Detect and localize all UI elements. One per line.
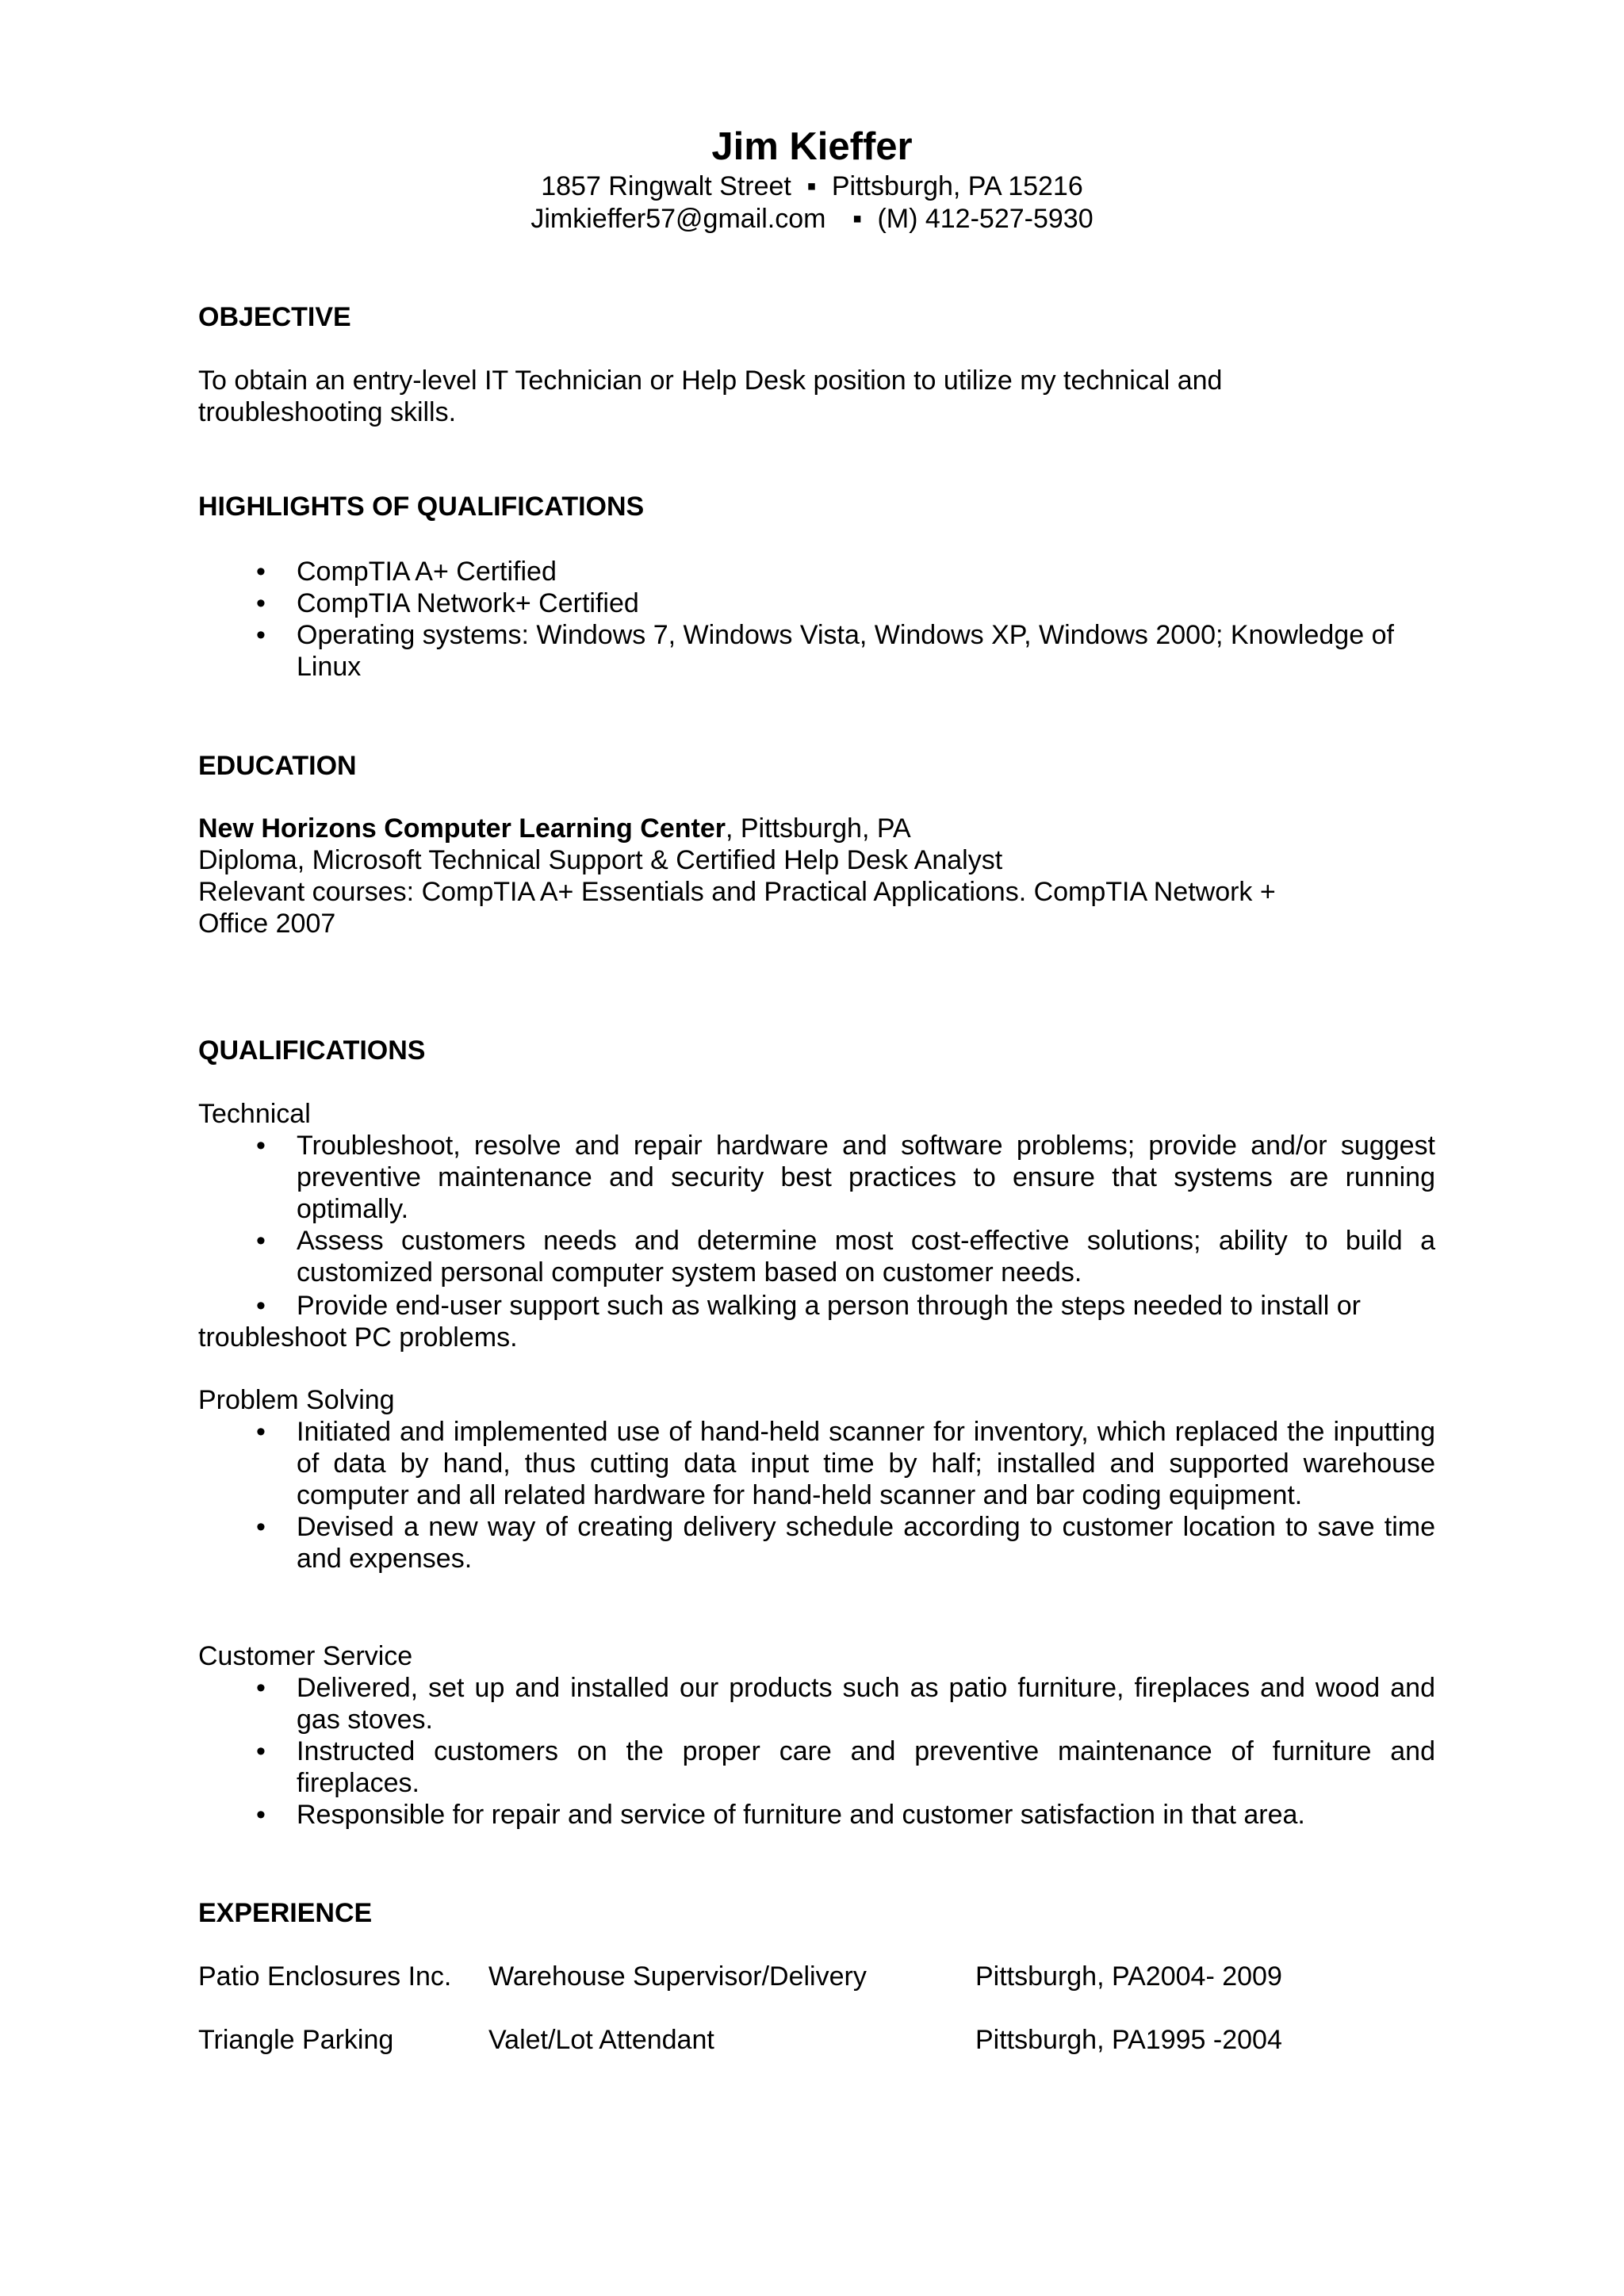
bullet-icon: • (256, 1736, 266, 1766)
list-item: • Operating systems: Windows 7, Windows Vista, Windows XP, Windows 2000; Knowledge of Linux (198, 619, 1435, 683)
address-line (0, 170, 1624, 203)
school-name: New Horizons Computer Learning Center (198, 813, 726, 844)
location-dates: Pittsburgh, PA1995 -2004 (975, 2025, 1282, 2055)
bullet-icon: • (256, 557, 266, 587)
highlights-list (198, 556, 1435, 683)
objective-line-1: To obtain an entry-level IT Technician or Help Desk position to utilize my technical and (198, 365, 1223, 396)
bullet-icon: • (256, 620, 266, 650)
office-line: Office 2007 (198, 909, 336, 939)
courses-line: Relevant courses: CompTIA A+ Essentials and Practical Applications. CompTIA Network + (198, 877, 1276, 907)
list-item: • Troubleshoot, resolve and repair hardware and software problems; provide and/or suggest preventive maintenance and security best practices to ensure that systems are running optimally. (198, 1130, 1435, 1225)
school-line (198, 813, 1435, 844)
list-item: • Assess customers needs and determine most cost-effective solutions; ability to build a customized personal computer system based on customer needs. (198, 1225, 1435, 1288)
customer-service-label: Customer Service (198, 1641, 413, 1671)
email-address: Jimkieffer57@gmail.com (530, 204, 826, 234)
company-name: Triangle Parking (198, 2025, 394, 2055)
street-address: 1857 Ringwalt Street (541, 171, 791, 201)
bullet-icon: • (256, 1226, 266, 1256)
customer-service-list (198, 1672, 1435, 1831)
technical-label: Technical (198, 1099, 311, 1129)
school-location: , Pittsburgh, PA (725, 813, 911, 844)
contact-line (0, 203, 1624, 235)
bullet-icon: • (256, 1673, 266, 1703)
phone-number: (M) 412-527-5930 (877, 204, 1094, 234)
list-item: • Instructed customers on the proper care and preventive maintenance of furniture and fireplaces. (198, 1735, 1435, 1799)
technical-list (198, 1130, 1435, 1288)
list-item: • Initiated and implemented use of hand-held scanner for inventory, which replaced the inputting of data by hand, thus cutting data input time by half; installed and supported warehouse computer and all related hardware for hand-held scanner and bar coding equipment. (198, 1416, 1435, 1511)
bullet-icon: • (256, 1291, 266, 1321)
list-item: • Devised a new way of creating delivery schedule according to customer location to save time and expenses. (198, 1511, 1435, 1575)
bullet-icon: • (256, 1512, 266, 1542)
list-item: • Delivered, set up and installed our products such as patio furniture, fireplaces and wood and gas stoves. (198, 1672, 1435, 1735)
list-item: • CompTIA Network+ Certified (198, 587, 1435, 619)
education-heading: EDUCATION (198, 751, 357, 781)
separator-icon: ▪ (852, 204, 862, 234)
experience-heading: EXPERIENCE (198, 1898, 373, 1928)
location-dates: Pittsburgh, PA2004- 2009 (975, 1961, 1282, 1992)
separator-icon: ▪ (806, 171, 817, 201)
problem-solving-list (198, 1416, 1435, 1575)
resume-header (0, 123, 1624, 235)
company-name: Patio Enclosures Inc. (198, 1961, 452, 1992)
candidate-name: Jim Kieffer (711, 125, 913, 168)
list-item: • Responsible for repair and service of furniture and customer satisfaction in that area. (198, 1799, 1435, 1831)
job-title: Valet/Lot Attendant (488, 2025, 714, 2055)
city-state-zip: Pittsburgh, PA 15216 (831, 171, 1083, 201)
diploma-line: Diploma, Microsoft Technical Support & Certified Help Desk Analyst (198, 845, 1003, 875)
bullet-icon: • (256, 588, 266, 618)
technical-item-3 (198, 1290, 1435, 1353)
list-item: • CompTIA A+ Certified (198, 556, 1435, 587)
objective-heading: OBJECTIVE (198, 302, 351, 332)
job-title: Warehouse Supervisor/Delivery (488, 1961, 867, 1992)
bullet-icon: • (256, 1417, 266, 1447)
qualifications-heading: QUALIFICATIONS (198, 1035, 426, 1066)
objective-text (198, 365, 1435, 428)
technical-item-3-line-2: troubleshoot PC problems. (198, 1322, 518, 1353)
highlights-heading: HIGHLIGHTS OF QUALIFICATIONS (198, 492, 645, 522)
problem-solving-label: Problem Solving (198, 1385, 395, 1415)
education-block (198, 813, 1435, 939)
bullet-icon: • (256, 1800, 266, 1830)
bullet-icon: • (256, 1131, 266, 1161)
objective-line-2: troubleshooting skills. (198, 397, 457, 427)
technical-item-3-line-1: • Provide end-user support such as walking a person through the steps needed to install or (198, 1290, 1435, 1322)
